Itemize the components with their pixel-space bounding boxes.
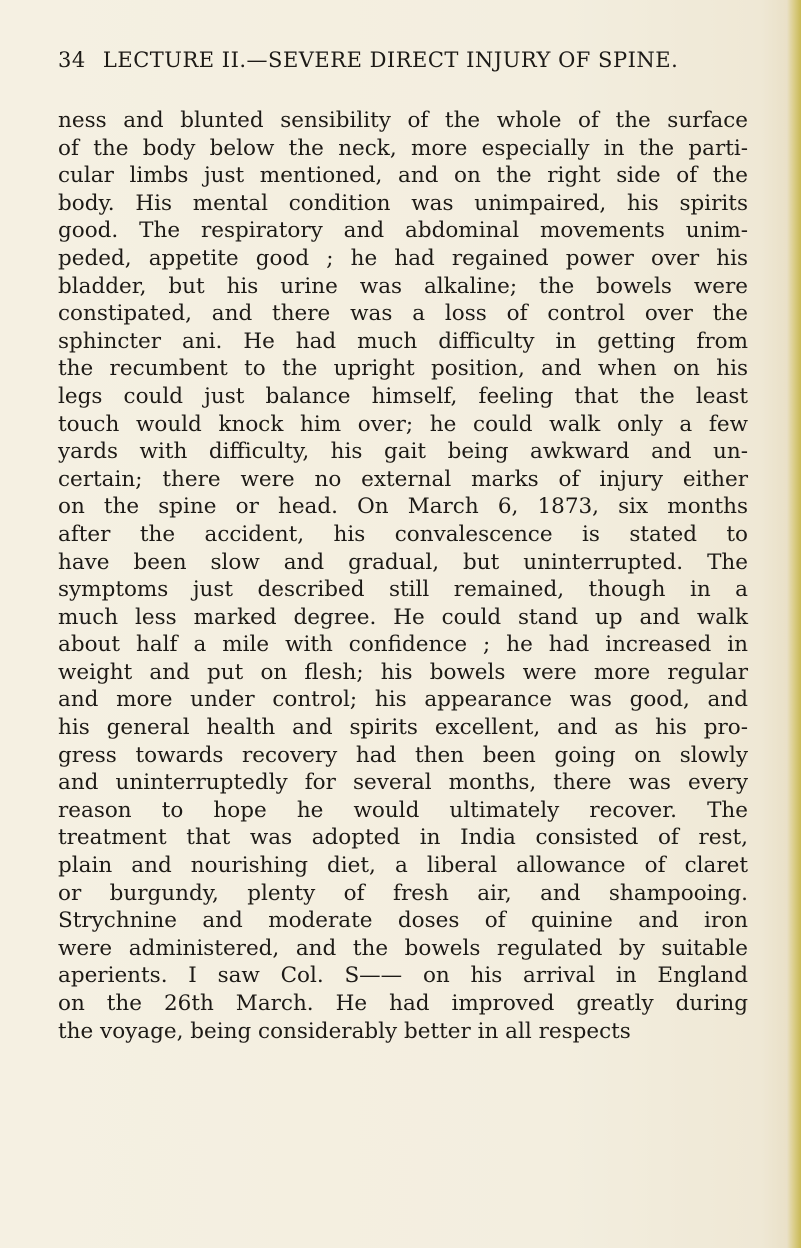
text-line: much less marked degree. He could stand up and walk (58, 604, 748, 630)
page-number: 34 (58, 48, 86, 72)
text-line: the voyage, being considerably better in all respects (58, 1018, 631, 1044)
text-line: peded, appetite good ; he had regained power over his (58, 245, 748, 271)
running-title: LECTURE II.—SEVERE DIRECT INJURY OF SPINE. (102, 48, 679, 72)
text-line: treatment that was adopted in India consisted of rest, (58, 825, 748, 851)
text-line: ness and blunted sensibility of the whole of the surface (58, 108, 748, 133)
text-line: or burgundy, plenty of fresh air, and shampooing. (58, 880, 748, 906)
text-line: his general health and spirits excellent, and as his pro- (58, 715, 748, 741)
body-text (58, 107, 748, 1045)
text-line: on the 26th March. He had improved greatly during (58, 991, 748, 1016)
text-line: have been slow and gradual, but uninterrupted. The (58, 549, 748, 575)
text-line: good. The respiratory and abdominal movements unim- (58, 218, 748, 244)
text-line: and uninterruptedly for several months, there was every (58, 770, 748, 796)
text-line: symptoms just described still remained, though in a (58, 577, 748, 603)
text-line: about half a mile with confidence ; he had increased in (58, 632, 748, 658)
text-line: yards with difficulty, his gait being awkward and un- (58, 439, 748, 465)
text-line: the recumbent to the upright position, and when on his (58, 356, 748, 382)
text-line: Strychnine and moderate doses of quinine and iron (58, 908, 748, 934)
text-line: aperients. I saw Col. S—— on his arrival in England (58, 963, 748, 989)
text-line: were administered, and the bowels regulated by suitable (58, 935, 748, 961)
text-line: after the accident, his convalescence is stated to (58, 521, 748, 547)
text-line: plain and nourishing diet, a liberal allowance of claret (58, 853, 748, 879)
text-line: on the spine or head. On March 6, 1873, six months (58, 494, 748, 520)
text-line: body. His mental condition was unimpaired, his spirits (58, 190, 748, 216)
page-edge (787, 0, 801, 1248)
text-line: gress towards recovery had then been going on slowly (58, 742, 748, 768)
text-line: touch would knock him over; he could walk only a few (58, 411, 748, 437)
text-line: sphincter ani. He had much difficulty in getting from (58, 328, 748, 354)
text-line: constipated, and there was a loss of control over the (58, 301, 748, 327)
text-line: weight and put on flesh; his bowels were more regular (58, 659, 748, 685)
text-line: legs could just balance himself, feeling that the least (58, 383, 748, 409)
text-line: reason to hope he would ultimately recover. The (58, 797, 748, 823)
text-line: cular limbs just mentioned, and on the right side of the (58, 163, 748, 189)
text-line: of the body below the neck, more especially in the parti- (58, 135, 748, 161)
text-line: certain; there were no external marks of injury either (58, 466, 748, 492)
text-line: and more under control; his appearance was good, and (58, 687, 748, 713)
text-line: bladder, but his urine was alkaline; the bowels were (58, 273, 748, 299)
running-header (58, 48, 758, 72)
